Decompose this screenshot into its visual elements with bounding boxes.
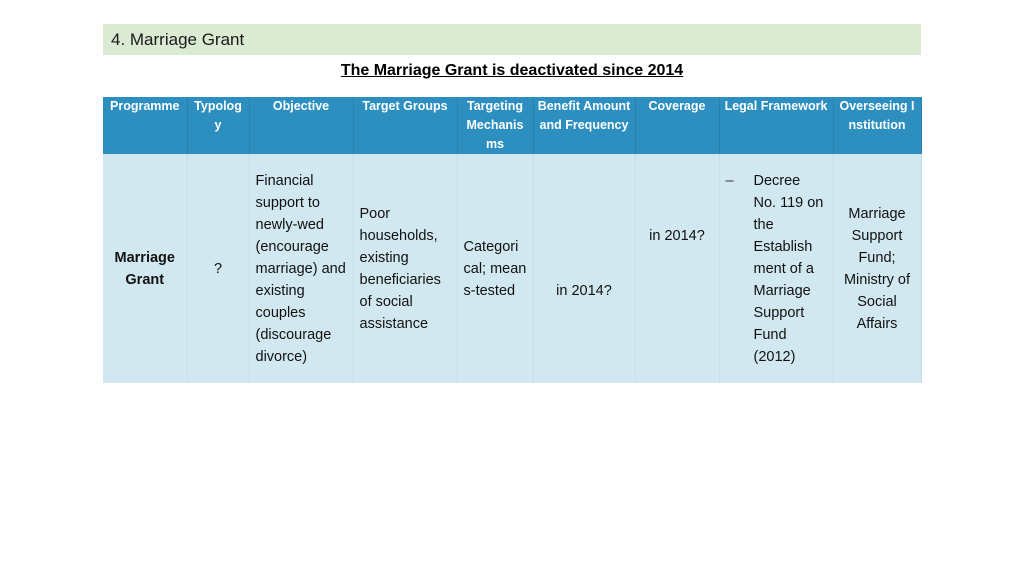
programme-table bbox=[103, 97, 922, 383]
legal-framework-text: Decree No. 119 on the Establish ment of a Marriage Support Fund (2012) bbox=[753, 172, 824, 365]
header-programme: Programme bbox=[103, 97, 187, 154]
benefit-value: in 2014? bbox=[556, 282, 612, 299]
cell-benefit bbox=[533, 154, 635, 383]
cell-targeting-mechanisms: Categori cal; means-tested bbox=[457, 154, 533, 383]
cell-objective: Financial support to newly-wed (encourage marriage) and existing couples (discourage divorce) bbox=[249, 154, 353, 383]
cell-coverage bbox=[635, 154, 719, 383]
table-row bbox=[103, 154, 921, 383]
header-objective: Objective bbox=[249, 97, 353, 154]
header-coverage: Coverage bbox=[635, 97, 719, 154]
cell-legal-framework bbox=[719, 154, 833, 383]
header-legal-framework: Legal Framework bbox=[719, 97, 833, 154]
section-title: 4. Marriage Grant bbox=[111, 29, 245, 49]
table-header-row bbox=[103, 97, 921, 154]
header-benefit: Benefit Amount and Frequency bbox=[533, 97, 635, 154]
header-targeting-mechanisms: Targeting Mechanis ms bbox=[457, 97, 533, 154]
header-typology: Typolog y bbox=[187, 97, 249, 154]
cell-programme: Marriage Grant bbox=[103, 154, 187, 383]
dash-bullet: – bbox=[725, 172, 734, 189]
section-title-banner bbox=[103, 24, 921, 55]
slide-subtitle: The Marriage Grant is deactivated since 2014 bbox=[340, 62, 684, 79]
header-target-groups: Target Groups bbox=[353, 97, 457, 154]
header-overseeing-institution: Overseeing Institution bbox=[833, 97, 921, 154]
cell-overseeing-institution: Marriage Support Fund; Ministry of Social Affairs bbox=[833, 154, 921, 383]
cell-target-groups: Poor households, existing beneficiaries of social assistance bbox=[353, 154, 457, 383]
coverage-value: in 2014? bbox=[649, 227, 705, 244]
cell-typology: ? bbox=[187, 154, 249, 383]
